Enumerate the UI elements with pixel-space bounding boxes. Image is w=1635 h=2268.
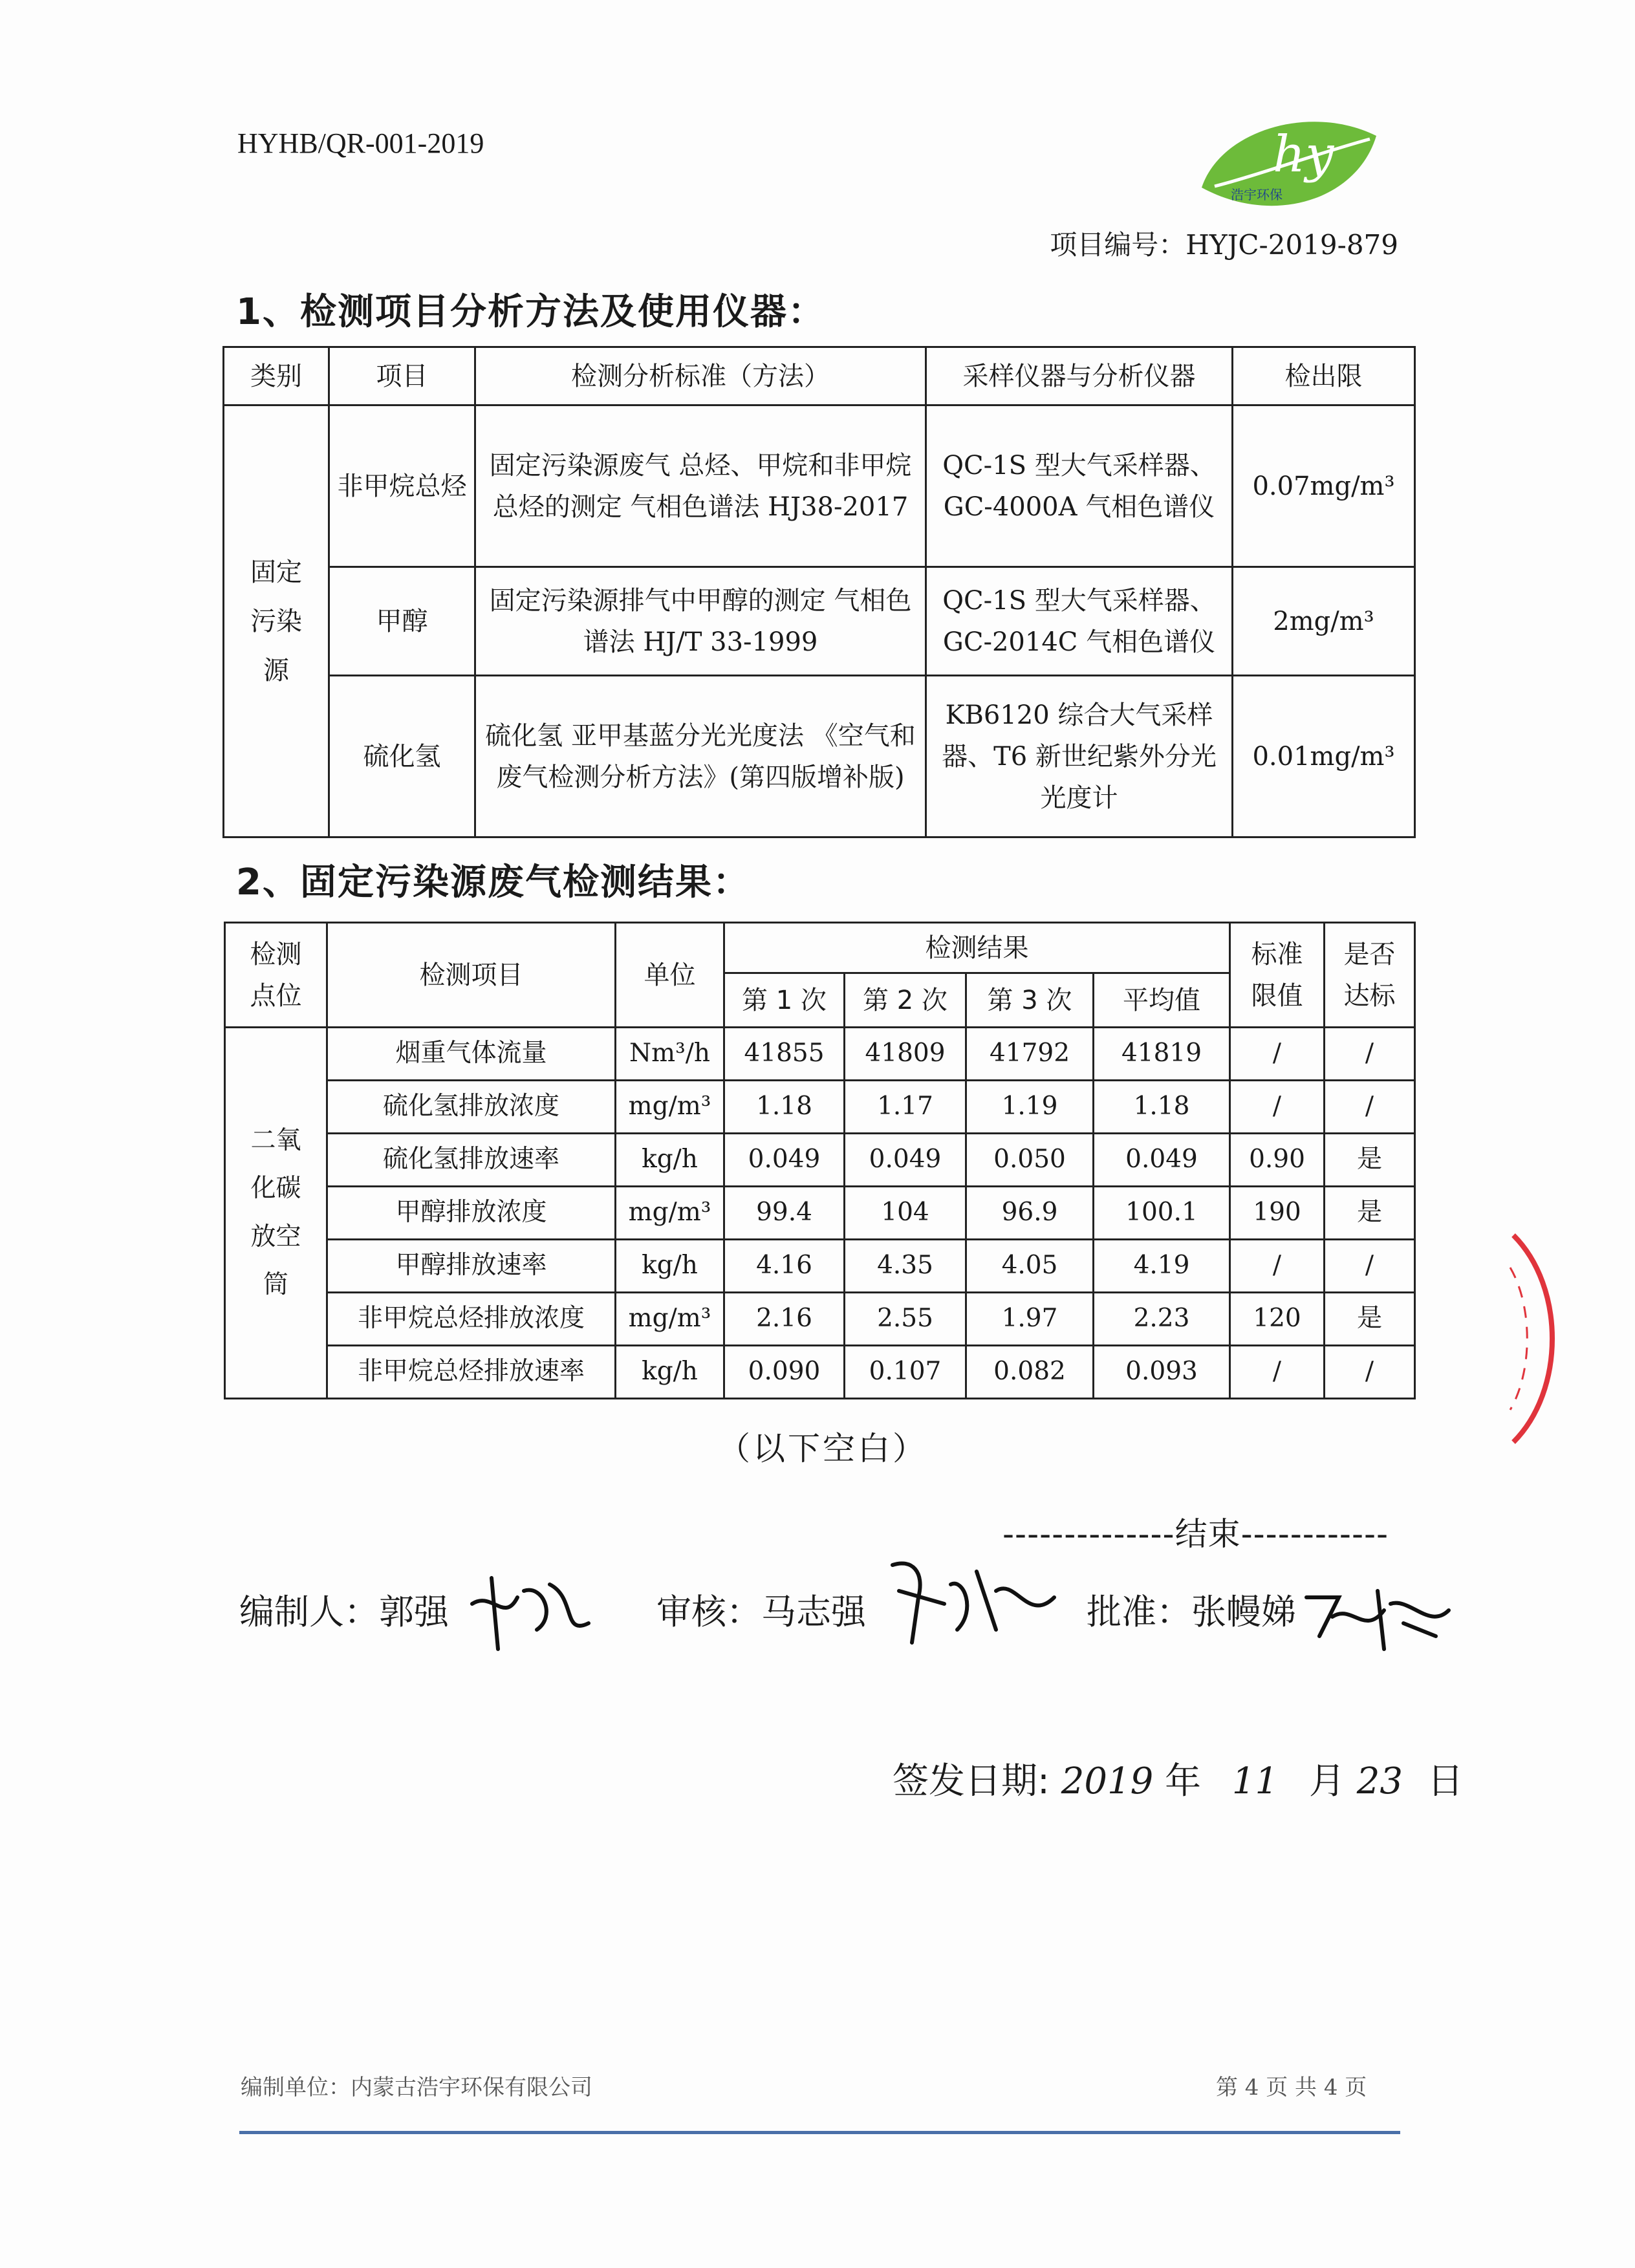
run3-cell: 0.082	[966, 1346, 1094, 1399]
item-cell: 非甲烷总烃排放浓度	[327, 1293, 616, 1346]
limit-cell: 0.90	[1230, 1134, 1325, 1187]
instrument-cell: KB6120 综合大气采样器、T6 新世纪紫外分光光度计	[926, 676, 1233, 837]
pass-cell: /	[1325, 1081, 1415, 1134]
item-cell: 非甲烷总烃	[329, 405, 475, 567]
seal-stamp-edge	[1507, 1229, 1559, 1449]
limit-cell: /	[1230, 1081, 1325, 1134]
approved-by-label: 批准：张幔娣	[1087, 1592, 1296, 1632]
header-item: 检测项目	[327, 923, 616, 1028]
table-row	[224, 676, 1415, 837]
item-cell: 硫化氢排放速率	[327, 1134, 616, 1187]
limit-cell: 0.01mg/m³	[1233, 676, 1415, 837]
avg-cell: 0.093	[1094, 1346, 1230, 1399]
table-row	[224, 567, 1415, 676]
blank-below-note: （以下空白）	[718, 1430, 927, 1467]
avg-cell: 1.18	[1094, 1081, 1230, 1134]
issue-date	[893, 1753, 1464, 1804]
methods-table	[222, 346, 1416, 838]
run1-cell: 2.16	[724, 1293, 845, 1346]
avg-cell: 4.19	[1094, 1240, 1230, 1293]
issue-date-day: 23	[1356, 1760, 1403, 1802]
logo-text: 浩宇环保	[1231, 187, 1283, 202]
run3-cell: 41792	[966, 1028, 1094, 1081]
table-row	[225, 1134, 1415, 1187]
item-cell: 硫化氢排放浓度	[327, 1081, 616, 1134]
prepared-by-label: 编制人：郭强	[239, 1592, 449, 1632]
run2-cell: 0.107	[845, 1346, 966, 1399]
run3-cell: 0.050	[966, 1134, 1094, 1187]
avg-cell: 41819	[1094, 1028, 1230, 1081]
company-logo	[1195, 110, 1383, 220]
issue-date-day-unit: 日	[1427, 1760, 1464, 1802]
table-row	[225, 1187, 1415, 1240]
limit-cell: /	[1230, 1240, 1325, 1293]
pass-cell: 是	[1325, 1187, 1415, 1240]
method-cell: 硫化氢 亚甲基蓝分光光度法 《空气和废气检测分析方法》(第四版增补版)	[475, 676, 926, 837]
item-cell: 甲醇排放速率	[327, 1240, 616, 1293]
footer-page-number: 第 4 页 共 4 页	[1216, 2075, 1367, 2101]
project-number: 项目编号：HYJC-2019-879	[1050, 229, 1398, 261]
run3-cell: 1.19	[966, 1081, 1094, 1134]
header-average: 平均值	[1094, 973, 1230, 1028]
reviewed-by-label: 审核：马志强	[656, 1592, 866, 1632]
run1-cell: 4.16	[724, 1240, 845, 1293]
header-unit: 单位	[616, 923, 724, 1028]
limit-cell: 2mg/m³	[1233, 567, 1415, 676]
header-run3: 第 3 次	[966, 973, 1094, 1028]
table-row	[225, 1028, 1415, 1081]
item-cell: 甲醇排放浓度	[327, 1187, 616, 1240]
col-header-instrument: 采样仪器与分析仪器	[926, 347, 1233, 405]
signature-reviewed	[886, 1552, 1061, 1656]
document-code: HYHB/QR-001-2019	[237, 127, 484, 159]
col-header-category: 类别	[224, 347, 329, 405]
header-run2: 第 2 次	[845, 973, 966, 1028]
table-row	[225, 1240, 1415, 1293]
table-row	[225, 1081, 1415, 1134]
limit-cell: /	[1230, 1346, 1325, 1399]
footer-company: 编制单位：内蒙古浩宇环保有限公司	[241, 2075, 592, 2101]
signature-approved	[1300, 1578, 1455, 1656]
unit-cell: mg/m³	[616, 1081, 724, 1134]
limit-cell: /	[1230, 1028, 1325, 1081]
issue-date-year-unit: 年	[1165, 1760, 1202, 1802]
unit-cell: kg/h	[616, 1346, 724, 1399]
item-cell: 烟重气体流量	[327, 1028, 616, 1081]
item-cell: 非甲烷总烃排放速率	[327, 1346, 616, 1399]
run2-cell: 1.17	[845, 1081, 966, 1134]
header-pass: 是否达标	[1325, 923, 1415, 1028]
table-row	[225, 1293, 1415, 1346]
run3-cell: 4.05	[966, 1240, 1094, 1293]
signature-prepared	[466, 1565, 595, 1662]
header-point: 检测点位	[225, 923, 327, 1028]
col-header-method: 检测分析标准（方法）	[475, 347, 926, 405]
limit-cell: 120	[1230, 1293, 1325, 1346]
method-cell: 固定污染源排气中甲醇的测定 气相色谱法 HJ/T 33-1999	[475, 567, 926, 676]
col-header-detection-limit: 检出限	[1233, 347, 1415, 405]
unit-cell: mg/m³	[616, 1293, 724, 1346]
section1-title: 1、检测项目分析方法及使用仪器：	[236, 291, 825, 333]
run1-cell: 1.18	[724, 1081, 845, 1134]
unit-cell: Nm³/h	[616, 1028, 724, 1081]
unit-cell: kg/h	[616, 1134, 724, 1187]
pass-cell: /	[1325, 1346, 1415, 1399]
point-cell: 二氧化碳放空筒	[225, 1028, 327, 1399]
method-cell: 固定污染源废气 总烃、甲烷和非甲烷总烃的测定 气相色谱法 HJ38-2017	[475, 405, 926, 567]
pass-cell: /	[1325, 1240, 1415, 1293]
table-row	[224, 405, 1415, 567]
svg-text:hy: hy	[1273, 125, 1334, 184]
run1-cell: 0.049	[724, 1134, 845, 1187]
results-table	[224, 922, 1416, 1399]
run2-cell: 0.049	[845, 1134, 966, 1187]
avg-cell: 100.1	[1094, 1187, 1230, 1240]
pass-cell: /	[1325, 1028, 1415, 1081]
limit-cell: 190	[1230, 1187, 1325, 1240]
limit-cell: 0.07mg/m³	[1233, 405, 1415, 567]
table-row	[225, 1346, 1415, 1399]
pass-cell: 是	[1325, 1293, 1415, 1346]
avg-cell: 2.23	[1094, 1293, 1230, 1346]
run1-cell: 99.4	[724, 1187, 845, 1240]
footer-divider	[239, 2131, 1400, 2134]
run2-cell: 4.35	[845, 1240, 966, 1293]
issue-date-month: 11	[1231, 1760, 1279, 1802]
run2-cell: 41809	[845, 1028, 966, 1081]
issue-date-label: 签发日期:	[893, 1760, 1050, 1802]
item-cell: 甲醇	[329, 567, 475, 676]
end-marker: --------------结束------------	[1002, 1515, 1389, 1553]
category-cell: 固定污染源	[224, 405, 329, 837]
run2-cell: 104	[845, 1187, 966, 1240]
run1-cell: 41855	[724, 1028, 845, 1081]
section2-title: 2、固定污染源废气检测结果：	[236, 861, 750, 903]
run3-cell: 1.97	[966, 1293, 1094, 1346]
pass-cell: 是	[1325, 1134, 1415, 1187]
col-header-item: 项目	[329, 347, 475, 405]
run2-cell: 2.55	[845, 1293, 966, 1346]
header-results: 检测结果	[724, 923, 1230, 973]
avg-cell: 0.049	[1094, 1134, 1230, 1187]
issue-date-month-unit: 月	[1308, 1760, 1345, 1802]
header-run1: 第 1 次	[724, 973, 845, 1028]
run3-cell: 96.9	[966, 1187, 1094, 1240]
unit-cell: kg/h	[616, 1240, 724, 1293]
issue-date-year: 2019	[1061, 1760, 1154, 1802]
item-cell: 硫化氢	[329, 676, 475, 837]
header-std-limit: 标准限值	[1230, 923, 1325, 1028]
unit-cell: mg/m³	[616, 1187, 724, 1240]
instrument-cell: QC-1S 型大气采样器、GC-2014C 气相色谱仪	[926, 567, 1233, 676]
instrument-cell: QC-1S 型大气采样器、GC-4000A 气相色谱仪	[926, 405, 1233, 567]
run1-cell: 0.090	[724, 1346, 845, 1399]
